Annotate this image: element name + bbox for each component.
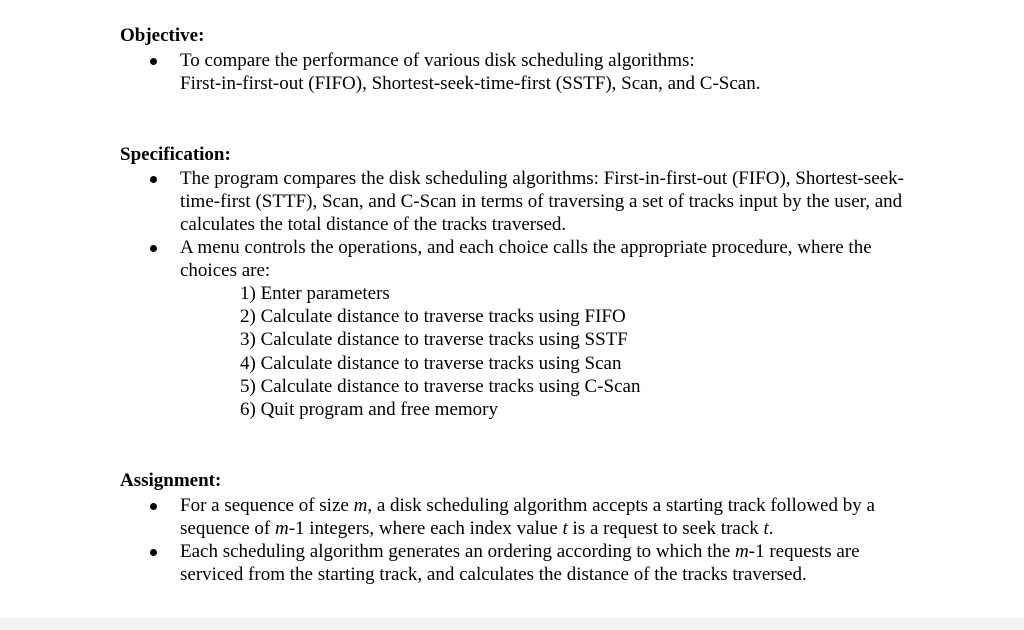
specification-item-program-text: The program compares the disk scheduling algorithms: First-in-first-out (FIFO), Shortest-seek-time-first (STTF), Scan, and C-Scan in terms of traversing a set of tracks input by the user, and calculates the total distance of the tracks traversed. (180, 168, 904, 235)
objective-heading: Objective: (120, 25, 205, 46)
specification-item-program (120, 167, 920, 236)
objective-item (120, 49, 920, 95)
assignment-heading: Assignment: (120, 470, 222, 491)
bullet-icon (150, 549, 157, 556)
text-run: -1 requests are serviced from the starting track, and calculates the distance of the tracks traversed. (180, 541, 860, 585)
menu-choice: 2) Calculate distance to traverse tracks using FIFO (240, 306, 626, 328)
bullet-icon (150, 245, 157, 252)
assignment-item-ordering (120, 540, 920, 586)
specification-list (120, 167, 920, 421)
specification-item-menu (120, 236, 920, 421)
assignment-item-sequence-text (180, 495, 875, 539)
variable-t: t (763, 518, 769, 539)
specification-item-menu-text: A menu controls the operations, and each choice calls the appropriate procedure, where the choices are: (180, 237, 872, 281)
text-run: . (768, 518, 774, 539)
text-run: For a sequence of size (180, 495, 354, 516)
assignment-item-ordering-text (180, 541, 860, 585)
text-run: , a disk scheduling algorithm accepts a starting track followed by a sequence of (180, 495, 875, 539)
text-run: Each scheduling algorithm generates an ordering according to which the (180, 541, 736, 562)
menu-choices-list (180, 282, 920, 421)
text-run: is a request to seek track (567, 518, 764, 539)
variable-m: m (274, 518, 289, 539)
assignment-list (120, 494, 920, 586)
assignment-item-sequence (120, 494, 920, 540)
menu-choice: 1) Enter parameters (240, 283, 390, 304)
bottom-edge (0, 618, 1024, 630)
bullet-icon (150, 503, 157, 510)
menu-choice: 3) Calculate distance to traverse tracks using SSTF (240, 329, 628, 351)
bullet-icon (150, 58, 157, 65)
menu-choice: 5) Calculate distance to traverse tracks using C-Scan (240, 375, 641, 397)
variable-m: m (735, 541, 749, 562)
objective-item-text: To compare the performance of various disk scheduling algorithms: First-in-first-out (FIFO), Shortest-seek-time-first (SSTF), Scan, and C-Scan. (180, 50, 761, 94)
specification-heading: Specification: (120, 144, 231, 165)
text-run: -1 integers, where each index value (288, 518, 563, 539)
variable-m: m (353, 495, 368, 516)
variable-t: t (562, 518, 568, 539)
menu-choice: 6) Quit program and free memory (240, 399, 498, 421)
menu-choice: 4) Calculate distance to traverse tracks using Scan (240, 352, 622, 374)
bullet-icon (150, 176, 157, 183)
objective-list (120, 49, 920, 95)
